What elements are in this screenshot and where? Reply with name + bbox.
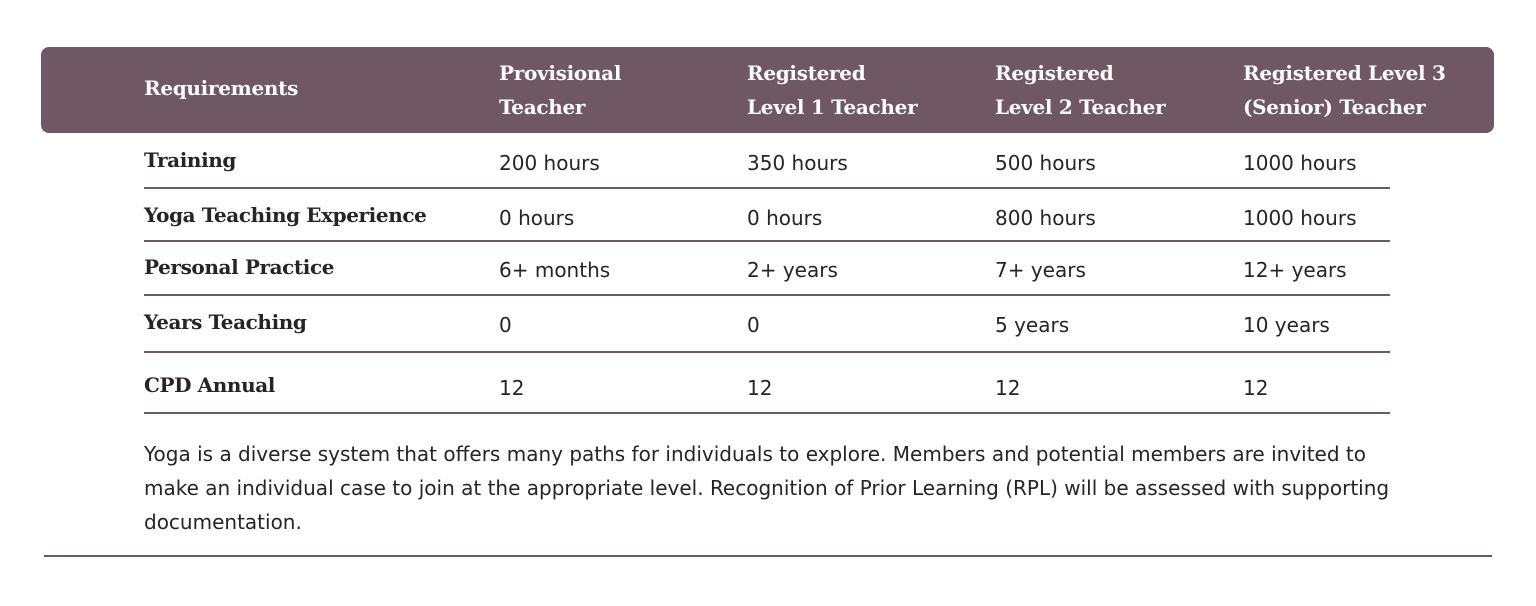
row-label-personal-practice: Personal Practice bbox=[144, 255, 335, 279]
section-divider bbox=[44, 555, 1492, 557]
table-cell: 200 hours bbox=[499, 151, 600, 175]
table-cell: 7+ years bbox=[995, 258, 1086, 282]
header-registered-level-3: Registered Level 3 (Senior) Teacher bbox=[1243, 61, 1446, 119]
row-label-training: Training bbox=[144, 148, 236, 172]
table-cell: 12 bbox=[499, 376, 525, 400]
row-label-yoga-teaching-experience: Yoga Teaching Experience bbox=[144, 203, 427, 227]
rpl-note: Yoga is a diverse system that offers many paths for individuals to explore. Members and potential members are invited to make an individual case to join at the appropriate level. Recognition of Prior Learning (RPL) will be assessed with supporting documentation. bbox=[144, 442, 1390, 534]
row-divider bbox=[144, 412, 1390, 414]
table-cell: 12 bbox=[1243, 376, 1269, 400]
header-registered-level-1: Registered Level 1 Teacher bbox=[747, 61, 918, 119]
table-cell: 0 hours bbox=[747, 206, 823, 230]
table-cell: 500 hours bbox=[995, 151, 1096, 175]
table-cell: 5 years bbox=[995, 313, 1070, 337]
table-cell: 2+ years bbox=[747, 258, 838, 282]
row-divider bbox=[144, 351, 1390, 353]
table-cell: 800 hours bbox=[995, 206, 1096, 230]
table-cell: 12+ years bbox=[1243, 258, 1347, 282]
row-label-cpd-annual: CPD Annual bbox=[144, 373, 275, 397]
header-registered-level-2: Registered Level 2 Teacher bbox=[995, 61, 1166, 119]
table-cell: 0 bbox=[499, 313, 512, 337]
table-cell: 12 bbox=[995, 376, 1021, 400]
row-label-years-teaching: Years Teaching bbox=[144, 310, 307, 334]
table-cell: 0 bbox=[747, 313, 760, 337]
table-cell: 10 years bbox=[1243, 313, 1330, 337]
table-cell: 350 hours bbox=[747, 151, 848, 175]
row-divider bbox=[144, 294, 1390, 296]
row-divider bbox=[144, 240, 1390, 242]
table-cell: 6+ months bbox=[499, 258, 611, 282]
header-requirements: Requirements bbox=[144, 76, 299, 100]
row-divider bbox=[144, 187, 1390, 189]
table-cell: 1000 hours bbox=[1243, 151, 1357, 175]
table-cell: 12 bbox=[747, 376, 773, 400]
table-cell: 0 hours bbox=[499, 206, 575, 230]
table-cell: 1000 hours bbox=[1243, 206, 1357, 230]
header-provisional-teacher: Provisional Teacher bbox=[499, 61, 622, 119]
